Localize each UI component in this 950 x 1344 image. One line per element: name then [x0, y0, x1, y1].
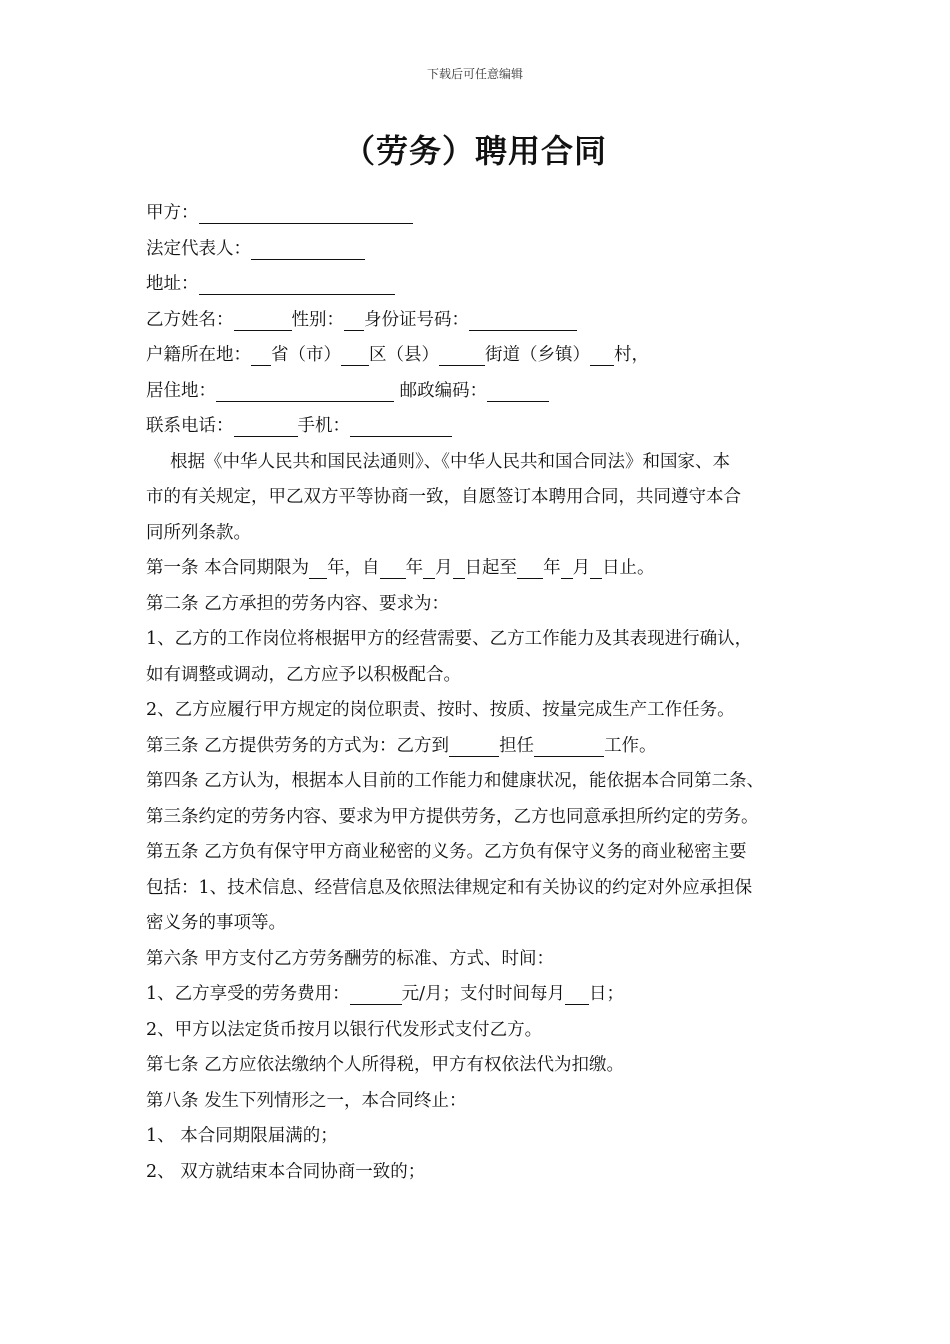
page-header: 下载后可任意编辑 [426, 67, 523, 81]
article-1-text: 日止。 [602, 558, 655, 578]
party-a-label: 甲方： [146, 203, 199, 223]
contract-body [146, 196, 826, 1190]
province-blank [251, 343, 271, 366]
party-a-line [146, 196, 826, 232]
article-5-line: 第五条 乙方负有保守甲方商业秘密的义务。乙方负有保守义务的商业秘密主要 [146, 842, 747, 862]
article-2-line: 如有调整或调动，乙方应予以积极配合。 [146, 664, 461, 685]
article-6-item-1 [146, 977, 826, 1013]
village-blank [590, 343, 614, 366]
article-1 [146, 551, 826, 587]
article-1-text: 年 [543, 558, 561, 578]
article-1-text: 日起至 [464, 558, 518, 578]
phone-line [146, 409, 826, 445]
end-year-blank [517, 556, 543, 579]
phone-blank [234, 414, 298, 437]
workplace-blank [449, 734, 499, 757]
article-5-line: 密义务的事项等。 [146, 913, 286, 933]
start-year-blank [380, 556, 406, 579]
province-label: 省（市） [271, 345, 341, 365]
article-1-text: 第一条 本合同期限为 [146, 558, 310, 578]
postcode-label: 邮政编码： [399, 380, 488, 401]
article-1-text: 月 [572, 558, 591, 578]
article-6-text: 日； [589, 984, 625, 1004]
preamble-line-1: 根据《中华人民共和国民法通则》、《中华人民共和国合同法》和国家、本 [170, 451, 730, 472]
term-years-blank [309, 556, 327, 579]
household-label: 户籍所在地： [146, 345, 251, 365]
article-3-text: 工作。 [604, 735, 657, 756]
document-title: （劳务）聘用合同 [342, 132, 607, 170]
residence-blank [216, 379, 394, 402]
district-blank [341, 343, 369, 366]
address-line [146, 267, 826, 303]
address-label: 地址： [146, 274, 199, 294]
article-6-item-2: 2、甲方以法定货币按月以银行代发形式支付乙方。 [146, 1019, 543, 1040]
article-6-text: 元/月；支付时间每月 [401, 984, 566, 1004]
article-7: 第七条 乙方应依法缴纳个人所得税，甲方有权依法代为扣缴。 [146, 1055, 625, 1075]
article-8-item: 1、 本合同期限届满的； [146, 1126, 338, 1146]
village-label: 村， [614, 345, 649, 365]
article-8-title: 第八条 发生下列情形之一，本合同终止： [146, 1090, 467, 1111]
article-3-text: 担任 [499, 735, 535, 756]
mobile-blank [350, 414, 452, 437]
address-blank [199, 272, 395, 295]
article-1-text: 年，自 [327, 558, 380, 578]
article-2-line: 2、乙方应履行甲方规定的岗位职责、按时、按质、按量完成生产工作任务。 [146, 700, 735, 720]
legal-rep-line [146, 232, 826, 268]
article-2-title: 第二条 乙方承担的劳务内容、要求为： [146, 593, 450, 614]
party-b-line [146, 303, 826, 339]
preamble-line-3: 同所列条款。 [146, 522, 251, 543]
article-6-text: 1、乙方享受的劳务费用： [146, 984, 350, 1004]
article-4-line: 第四条 乙方认为，根据本人目前的工作能力和健康状况，能依据本合同第二条、 [146, 771, 765, 791]
gender-blank [344, 308, 364, 331]
legal-rep-label: 法定代表人： [146, 238, 251, 259]
article-2-line: 1、乙方的工作岗位将根据甲方的经营需要、乙方工作能力及其表现进行确认， [146, 629, 753, 649]
article-3-text: 第三条 乙方提供劳务的方式为：乙方到 [146, 735, 450, 756]
party-b-name-blank [234, 308, 292, 331]
article-5-line: 包括：1、技术信息、经营信息及依照法律规定和有关协议的约定对外应承担保 [146, 877, 753, 898]
id-no-blank [469, 308, 577, 331]
article-1-text: 年 [405, 558, 424, 578]
mobile-label: 手机： [297, 416, 350, 436]
party-b-name-label: 乙方姓名： [146, 309, 234, 330]
phone-label: 联系电话： [146, 416, 234, 436]
article-1-text: 月 [435, 558, 453, 578]
article-8-item: 2、 双方就结束本合同协商一致的； [146, 1161, 426, 1182]
district-label: 区（县） [369, 345, 439, 365]
pay-day-blank [565, 982, 589, 1005]
party-a-blank [199, 201, 413, 224]
position-blank [534, 734, 604, 757]
id-no-label: 身份证号码： [364, 309, 469, 330]
postcode-blank [487, 379, 549, 402]
fee-blank [350, 982, 402, 1005]
end-month-blank [561, 556, 573, 579]
street-label: 街道（乡镇） [485, 345, 590, 365]
household-line [146, 338, 826, 374]
gender-label: 性别： [291, 309, 344, 330]
residence-line [146, 374, 826, 410]
start-month-blank [423, 556, 435, 579]
residence-label: 居住地： [146, 380, 216, 401]
street-blank [439, 343, 485, 366]
end-day-blank [590, 556, 602, 579]
legal-rep-blank [251, 237, 365, 260]
start-day-blank [453, 556, 465, 579]
article-4-line: 第三条约定的劳务内容、要求为甲方提供劳务，乙方也同意承担所约定的劳务。 [146, 806, 759, 827]
article-3 [146, 729, 826, 765]
preamble-line-2: 市的有关规定，甲乙双方平等协商一致，自愿签订本聘用合同，共同遵守本合 [146, 487, 741, 507]
article-6-title: 第六条 甲方支付乙方劳务酬劳的标准、方式、时间： [146, 948, 555, 969]
